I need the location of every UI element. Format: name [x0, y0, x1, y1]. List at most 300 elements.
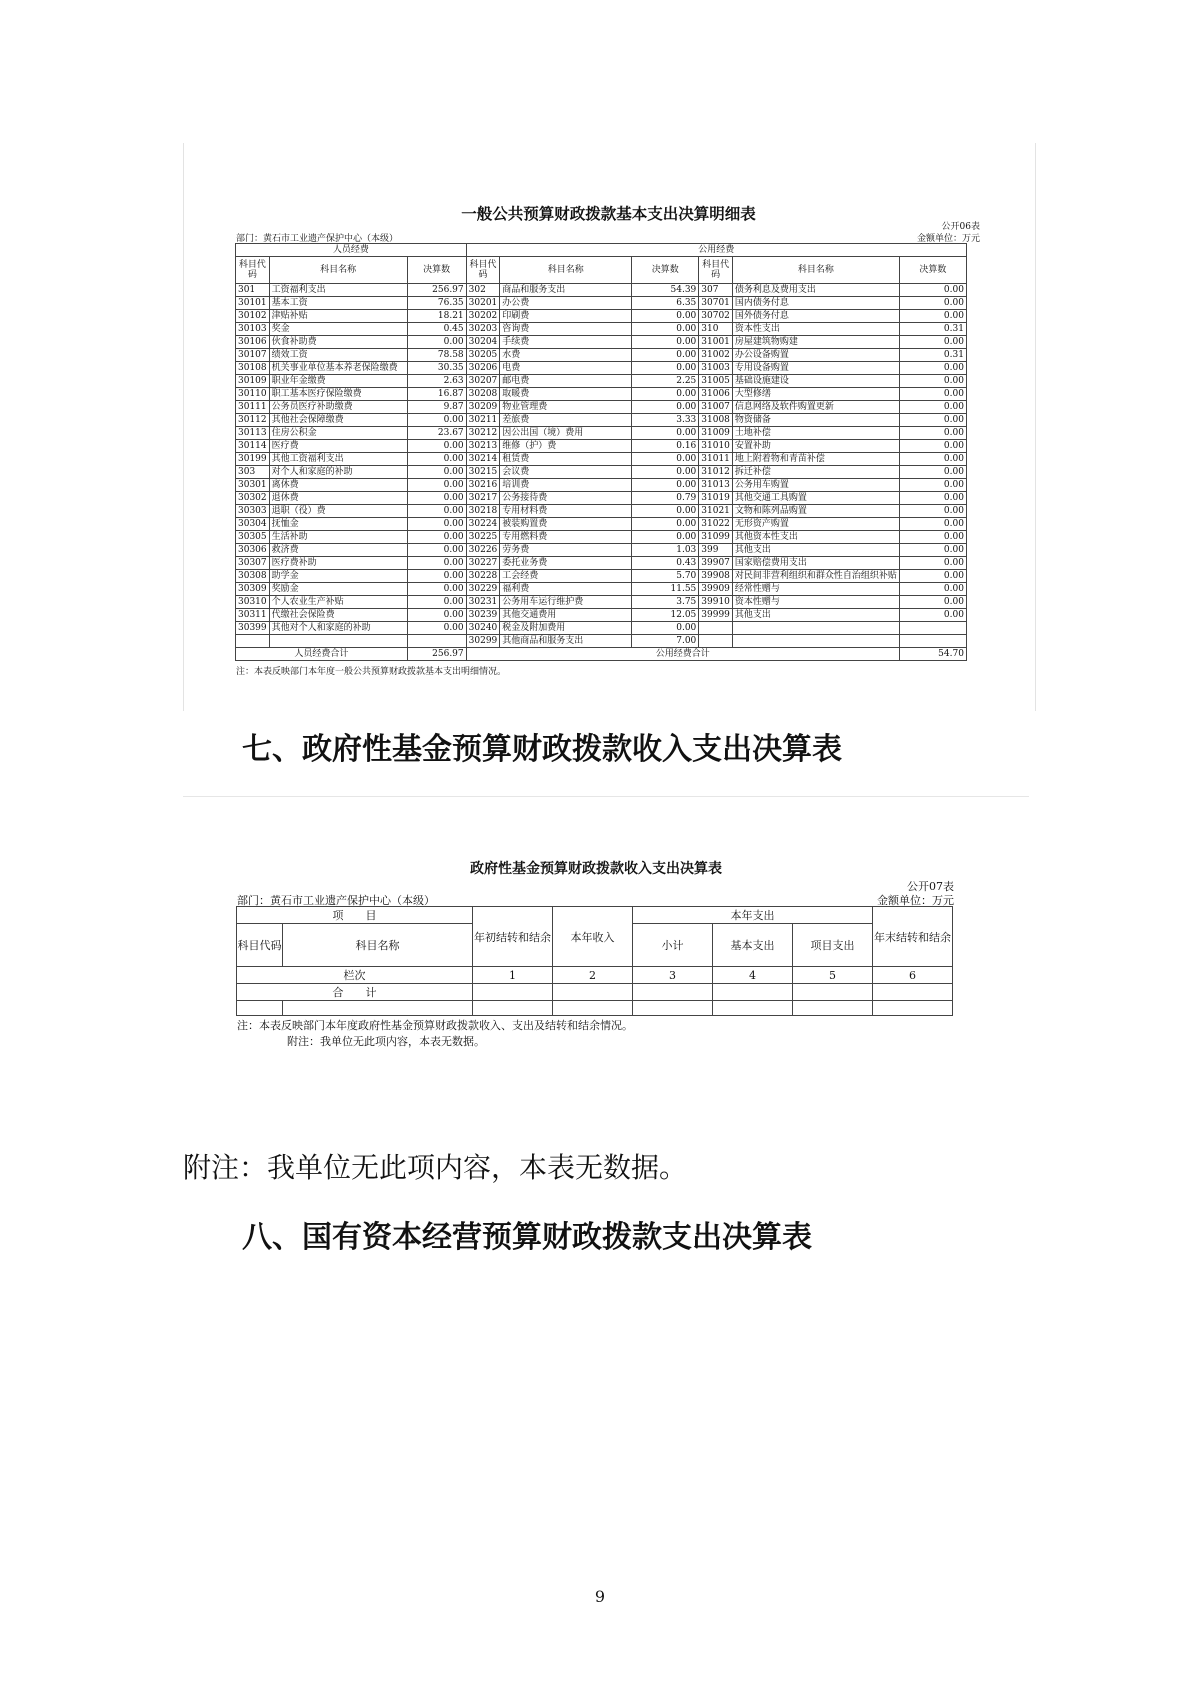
personnel-name: 离休费 [269, 479, 407, 492]
capital-code: 399 [699, 544, 733, 557]
personnel-name: 代缴社会保险费 [269, 609, 407, 622]
personnel-name: 退职（役）费 [269, 505, 407, 518]
table1-form-number: 公开06表 [941, 222, 980, 232]
goods-amount: 12.05 [632, 609, 699, 622]
goods-code: 30229 [466, 583, 500, 596]
table2-form-number: 公开07表 [907, 880, 954, 893]
goods-code: 30212 [466, 427, 500, 440]
personnel-code: 30111 [236, 401, 270, 414]
table-row [236, 622, 967, 635]
capital-name: 拆迁补偿 [732, 466, 899, 479]
goods-name: 公务接待费 [500, 492, 632, 505]
index-cell: 5 [793, 967, 873, 984]
column-subtotal: 小计 [633, 924, 713, 967]
capital-code: 31001 [699, 336, 733, 349]
capital-code [699, 622, 733, 635]
personnel-amount: 0.00 [407, 518, 466, 531]
column-name: 科目名称 [500, 257, 632, 284]
capital-amount: 0.00 [899, 362, 966, 375]
table2-empty-row [237, 1001, 953, 1016]
section-heading-7: 七、政府性基金预算财政拨款收入支出决算表 [242, 732, 842, 767]
capital-name: 文物和陈列品购置 [732, 505, 899, 518]
capital-name: 国内债务付息 [732, 297, 899, 310]
personnel-code: 30305 [236, 531, 270, 544]
goods-name: 印刷费 [500, 310, 632, 323]
capital-code: 31012 [699, 466, 733, 479]
goods-amount: 0.00 [632, 401, 699, 414]
goods-code: 30203 [466, 323, 500, 336]
goods-code: 30201 [466, 297, 500, 310]
capital-name: 信息网络及软件购置更新 [732, 401, 899, 414]
capital-code: 31013 [699, 479, 733, 492]
goods-code: 30226 [466, 544, 500, 557]
column-expense: 本年支出 [633, 907, 873, 924]
goods-amount: 3.33 [632, 414, 699, 427]
capital-name: 资本性支出 [732, 323, 899, 336]
personnel-code: 30302 [236, 492, 270, 505]
personnel-amount: 0.00 [407, 453, 466, 466]
personnel-code: 30103 [236, 323, 270, 336]
goods-name: 会议费 [500, 466, 632, 479]
capital-name [732, 635, 899, 648]
capital-code: 39907 [699, 557, 733, 570]
table-row [236, 466, 967, 479]
personnel-name: 住房公积金 [269, 427, 407, 440]
personnel-amount: 0.00 [407, 440, 466, 453]
personnel-name: 其他工资福利支出 [269, 453, 407, 466]
personnel-code: 30110 [236, 388, 270, 401]
table2-unit: 金额单位：万元 [877, 894, 954, 907]
capital-name: 土地补偿 [732, 427, 899, 440]
capital-amount: 0.00 [899, 479, 966, 492]
personnel-amount: 0.00 [407, 492, 466, 505]
goods-code: 30227 [466, 557, 500, 570]
goods-amount: 0.00 [632, 622, 699, 635]
personnel-code: 30101 [236, 297, 270, 310]
capital-amount: 0.00 [899, 557, 966, 570]
goods-name: 专用燃料费 [500, 531, 632, 544]
section-heading-8: 八、国有资本经营预算财政拨款支出决算表 [242, 1220, 812, 1255]
goods-name: 物业管理费 [500, 401, 632, 414]
personnel-amount: 256.97 [407, 284, 466, 297]
goods-name: 工会经费 [500, 570, 632, 583]
table-row [236, 609, 967, 622]
goods-code: 30217 [466, 492, 500, 505]
goods-name: 商品和服务支出 [500, 284, 632, 297]
total-public-label: 公用经费合计 [466, 648, 899, 661]
personnel-amount: 0.00 [407, 531, 466, 544]
table-row [236, 323, 967, 336]
personnel-amount: 0.45 [407, 323, 466, 336]
goods-code: 30211 [466, 414, 500, 427]
row-index-label: 栏次 [237, 967, 473, 984]
personnel-name: 奖金 [269, 323, 407, 336]
goods-name: 其他交通费用 [500, 609, 632, 622]
capital-code: 30702 [699, 310, 733, 323]
table-row [236, 401, 967, 414]
remark: 附注：我单位无此项内容，本表无数据。 [183, 1151, 688, 1184]
personnel-name: 职业年金缴费 [269, 375, 407, 388]
total-personnel: 256.97 [407, 648, 466, 661]
goods-name: 手续费 [500, 336, 632, 349]
personnel-code: 30307 [236, 557, 270, 570]
personnel-name: 基本工资 [269, 297, 407, 310]
goods-amount: 0.00 [632, 505, 699, 518]
table2-title: 政府性基金预算财政拨款收入支出决算表 [470, 861, 722, 877]
goods-name: 公务用车运行维护费 [500, 596, 632, 609]
personnel-amount: 0.00 [407, 557, 466, 570]
capital-amount: 0.00 [899, 596, 966, 609]
personnel-code: 303 [236, 466, 270, 479]
table1-title: 一般公共预算财政拨款基本支出决算明细表 [461, 204, 756, 223]
personnel-code: 30102 [236, 310, 270, 323]
goods-code: 30214 [466, 453, 500, 466]
capital-amount: 0.00 [899, 388, 966, 401]
goods-code: 30231 [466, 596, 500, 609]
personnel-name: 津贴补贴 [269, 310, 407, 323]
capital-code: 31011 [699, 453, 733, 466]
personnel-name: 伙食补助费 [269, 336, 407, 349]
goods-name: 税金及附加费用 [500, 622, 632, 635]
goods-code: 30240 [466, 622, 500, 635]
index-cell: 4 [713, 967, 793, 984]
capital-name: 房屋建筑物购建 [732, 336, 899, 349]
table-row [236, 284, 967, 297]
table1-note: 注：本表反映部门本年度一般公共预算财政拨款基本支出明细情况。 [236, 667, 507, 677]
personnel-name [269, 635, 407, 648]
personnel-code: 30108 [236, 362, 270, 375]
capital-name: 其他支出 [732, 544, 899, 557]
basic-expenditure-table [235, 243, 967, 661]
goods-name: 办公费 [500, 297, 632, 310]
capital-code: 31005 [699, 375, 733, 388]
total-public: 54.70 [899, 648, 966, 661]
personnel-amount: 0.00 [407, 466, 466, 479]
personnel-code: 30107 [236, 349, 270, 362]
personnel-code [236, 635, 270, 648]
column-name: 科目名称 [269, 257, 407, 284]
personnel-amount [407, 635, 466, 648]
table-row [236, 570, 967, 583]
capital-name: 基础设施建设 [732, 375, 899, 388]
capital-amount: 0.00 [899, 544, 966, 557]
capital-name: 国外债务付息 [732, 310, 899, 323]
capital-name: 专用设备购置 [732, 362, 899, 375]
column-basic: 基本支出 [713, 924, 793, 967]
personnel-amount: 23.67 [407, 427, 466, 440]
column-item: 项 目 [237, 907, 473, 924]
table-row [236, 596, 967, 609]
table-row [236, 362, 967, 375]
column-project: 项目支出 [793, 924, 873, 967]
personnel-code: 30112 [236, 414, 270, 427]
personnel-name: 助学金 [269, 570, 407, 583]
capital-name: 国家赔偿费用支出 [732, 557, 899, 570]
table-row [236, 635, 967, 648]
goods-name: 被装购置费 [500, 518, 632, 531]
page-number: 9 [594, 1587, 606, 1606]
capital-amount: 0.00 [899, 492, 966, 505]
capital-code: 31019 [699, 492, 733, 505]
group-personnel: 人员经费 [236, 244, 467, 257]
goods-name: 委托业务费 [500, 557, 632, 570]
index-cell: 2 [553, 967, 633, 984]
personnel-code: 30106 [236, 336, 270, 349]
table-row [236, 505, 967, 518]
capital-amount: 0.00 [899, 401, 966, 414]
personnel-name: 机关事业单位基本养老保险缴费 [269, 362, 407, 375]
capital-name: 地上附着物和青苗补偿 [732, 453, 899, 466]
goods-amount: 0.00 [632, 453, 699, 466]
goods-code: 30208 [466, 388, 500, 401]
capital-name: 大型修缮 [732, 388, 899, 401]
table-row [236, 544, 967, 557]
column-code: 科目代码 [236, 257, 270, 284]
goods-amount: 0.00 [632, 518, 699, 531]
capital-amount: 0.00 [899, 310, 966, 323]
personnel-amount: 9.87 [407, 401, 466, 414]
goods-code: 30299 [466, 635, 500, 648]
capital-code: 31008 [699, 414, 733, 427]
personnel-code: 30199 [236, 453, 270, 466]
capital-name: 经常性赠与 [732, 583, 899, 596]
personnel-code: 30301 [236, 479, 270, 492]
column-amount: 决算数 [407, 257, 466, 284]
table-row [236, 349, 967, 362]
capital-amount: 0.31 [899, 349, 966, 362]
goods-code: 302 [466, 284, 500, 297]
personnel-code: 30399 [236, 622, 270, 635]
personnel-code: 30114 [236, 440, 270, 453]
table-row [236, 492, 967, 505]
goods-amount: 0.00 [632, 336, 699, 349]
capital-amount: 0.00 [899, 284, 966, 297]
personnel-amount: 0.00 [407, 583, 466, 596]
capital-amount: 0.00 [899, 518, 966, 531]
capital-code: 31099 [699, 531, 733, 544]
column-end-balance: 年末结转和结余 [873, 907, 953, 967]
table2-index-row [237, 967, 953, 984]
goods-code: 30206 [466, 362, 500, 375]
goods-amount: 0.00 [632, 323, 699, 336]
personnel-code: 301 [236, 284, 270, 297]
personnel-amount: 0.00 [407, 609, 466, 622]
capital-name: 物资储备 [732, 414, 899, 427]
capital-name: 安置补助 [732, 440, 899, 453]
personnel-name: 其他对个人和家庭的补助 [269, 622, 407, 635]
goods-name: 邮电费 [500, 375, 632, 388]
total-personnel-label: 人员经费合计 [236, 648, 408, 661]
capital-name: 债务利息及费用支出 [732, 284, 899, 297]
table-row [236, 336, 967, 349]
column-name: 科目名称 [283, 924, 473, 967]
goods-amount: 0.00 [632, 349, 699, 362]
personnel-name: 工资福利支出 [269, 284, 407, 297]
goods-code: 30239 [466, 609, 500, 622]
index-cell: 3 [633, 967, 713, 984]
separator [183, 796, 1029, 797]
capital-code: 39908 [699, 570, 733, 583]
group-public: 公用经费 [466, 244, 966, 257]
table1-unit: 金额单位：万元 [916, 234, 980, 244]
gov-fund-table [236, 906, 953, 1016]
table1-department: 部门：黄石市工业遗产保护中心（本级） [236, 234, 399, 244]
capital-amount [899, 622, 966, 635]
table-row [236, 453, 967, 466]
capital-amount: 0.00 [899, 453, 966, 466]
personnel-amount: 0.00 [407, 336, 466, 349]
capital-name: 无形资产购置 [732, 518, 899, 531]
capital-amount: 0.00 [899, 440, 966, 453]
table2-note: 注：本表反映部门本年度政府性基金预算财政拨款收入、支出及结转和结余情况。 [237, 1019, 633, 1032]
capital-code: 31007 [699, 401, 733, 414]
capital-amount: 0.00 [899, 505, 966, 518]
goods-amount: 6.35 [632, 297, 699, 310]
personnel-name: 抚恤金 [269, 518, 407, 531]
table-row [236, 388, 967, 401]
personnel-name: 生活补助 [269, 531, 407, 544]
goods-code: 30209 [466, 401, 500, 414]
goods-name: 电费 [500, 362, 632, 375]
capital-name: 其他支出 [732, 609, 899, 622]
personnel-name: 公务员医疗补助缴费 [269, 401, 407, 414]
table-row [236, 440, 967, 453]
goods-amount: 5.70 [632, 570, 699, 583]
capital-name [732, 622, 899, 635]
goods-amount: 0.00 [632, 310, 699, 323]
personnel-name: 职工基本医疗保险缴费 [269, 388, 407, 401]
personnel-code: 30310 [236, 596, 270, 609]
personnel-code: 30309 [236, 583, 270, 596]
column-amount: 决算数 [632, 257, 699, 284]
index-cell: 6 [873, 967, 953, 984]
personnel-name: 医疗费补助 [269, 557, 407, 570]
capital-amount: 0.00 [899, 583, 966, 596]
capital-amount: 0.00 [899, 297, 966, 310]
personnel-name: 个人农业生产补贴 [269, 596, 407, 609]
capital-code: 30701 [699, 297, 733, 310]
column-code: 科目代码 [237, 924, 283, 967]
capital-amount: 0.00 [899, 375, 966, 388]
goods-amount: 0.00 [632, 466, 699, 479]
personnel-amount: 0.00 [407, 505, 466, 518]
goods-amount: 0.00 [632, 362, 699, 375]
goods-code: 30215 [466, 466, 500, 479]
capital-name: 办公设备购置 [732, 349, 899, 362]
table1-group-header-row [236, 244, 967, 257]
goods-code: 30213 [466, 440, 500, 453]
capital-code: 31022 [699, 518, 733, 531]
goods-name: 其他商品和服务支出 [500, 635, 632, 648]
personnel-amount: 2.63 [407, 375, 466, 388]
capital-code: 39999 [699, 609, 733, 622]
table2-header-row-1 [237, 907, 953, 924]
capital-code: 31010 [699, 440, 733, 453]
capital-amount [899, 635, 966, 648]
personnel-amount: 16.87 [407, 388, 466, 401]
goods-amount: 0.00 [632, 388, 699, 401]
goods-code: 30228 [466, 570, 500, 583]
goods-name: 福利费 [500, 583, 632, 596]
capital-name: 其他资本性支出 [732, 531, 899, 544]
column-income: 本年收入 [553, 907, 633, 967]
capital-name: 公务用车购置 [732, 479, 899, 492]
capital-code: 31009 [699, 427, 733, 440]
table-row [236, 427, 967, 440]
goods-code: 30204 [466, 336, 500, 349]
table2-note-2: 附注：我单位无此项内容，本表无数据。 [287, 1035, 485, 1048]
personnel-amount: 78.58 [407, 349, 466, 362]
table2-department: 部门：黄石市工业遗产保护中心（本级） [237, 894, 435, 907]
goods-name: 劳务费 [500, 544, 632, 557]
personnel-code: 30308 [236, 570, 270, 583]
capital-amount: 0.00 [899, 609, 966, 622]
goods-name: 水费 [500, 349, 632, 362]
capital-code: 39910 [699, 596, 733, 609]
goods-amount: 3.75 [632, 596, 699, 609]
column-code: 科目代码 [466, 257, 500, 284]
goods-name: 维修（护）费 [500, 440, 632, 453]
table-row [236, 414, 967, 427]
capital-name: 资本性赠与 [732, 596, 899, 609]
personnel-amount: 0.00 [407, 479, 466, 492]
goods-amount: 0.00 [632, 479, 699, 492]
personnel-name: 救济费 [269, 544, 407, 557]
personnel-code: 30306 [236, 544, 270, 557]
table1-total-row [236, 648, 967, 661]
table-row [236, 518, 967, 531]
personnel-code: 30304 [236, 518, 270, 531]
personnel-amount: 0.00 [407, 596, 466, 609]
goods-name: 差旅费 [500, 414, 632, 427]
capital-name: 其他交通工具购置 [732, 492, 899, 505]
personnel-name: 其他社会保障缴费 [269, 414, 407, 427]
capital-code: 31006 [699, 388, 733, 401]
column-begin-balance: 年初结转和结余 [473, 907, 553, 967]
personnel-name: 奖励金 [269, 583, 407, 596]
capital-code: 31021 [699, 505, 733, 518]
table-row [236, 583, 967, 596]
personnel-name: 对个人和家庭的补助 [269, 466, 407, 479]
capital-amount: 0.00 [899, 427, 966, 440]
capital-code: 39909 [699, 583, 733, 596]
goods-amount: 0.16 [632, 440, 699, 453]
goods-code: 30224 [466, 518, 500, 531]
capital-amount: 0.00 [899, 414, 966, 427]
goods-amount: 7.00 [632, 635, 699, 648]
goods-amount: 0.79 [632, 492, 699, 505]
goods-code: 30225 [466, 531, 500, 544]
capital-name: 对民间非营利组织和群众性自治组织补贴 [732, 570, 899, 583]
capital-amount: 0.31 [899, 323, 966, 336]
capital-code: 31003 [699, 362, 733, 375]
goods-amount: 0.00 [632, 427, 699, 440]
personnel-code: 30303 [236, 505, 270, 518]
personnel-amount: 76.35 [407, 297, 466, 310]
table-row [236, 310, 967, 323]
capital-code [699, 635, 733, 648]
goods-name: 培训费 [500, 479, 632, 492]
goods-name: 取暖费 [500, 388, 632, 401]
capital-code: 307 [699, 284, 733, 297]
personnel-amount: 0.00 [407, 544, 466, 557]
table-row [236, 531, 967, 544]
goods-name: 因公出国（境）费用 [500, 427, 632, 440]
personnel-code: 30109 [236, 375, 270, 388]
personnel-amount: 18.21 [407, 310, 466, 323]
column-code: 科目代码 [699, 257, 733, 284]
goods-code: 30207 [466, 375, 500, 388]
